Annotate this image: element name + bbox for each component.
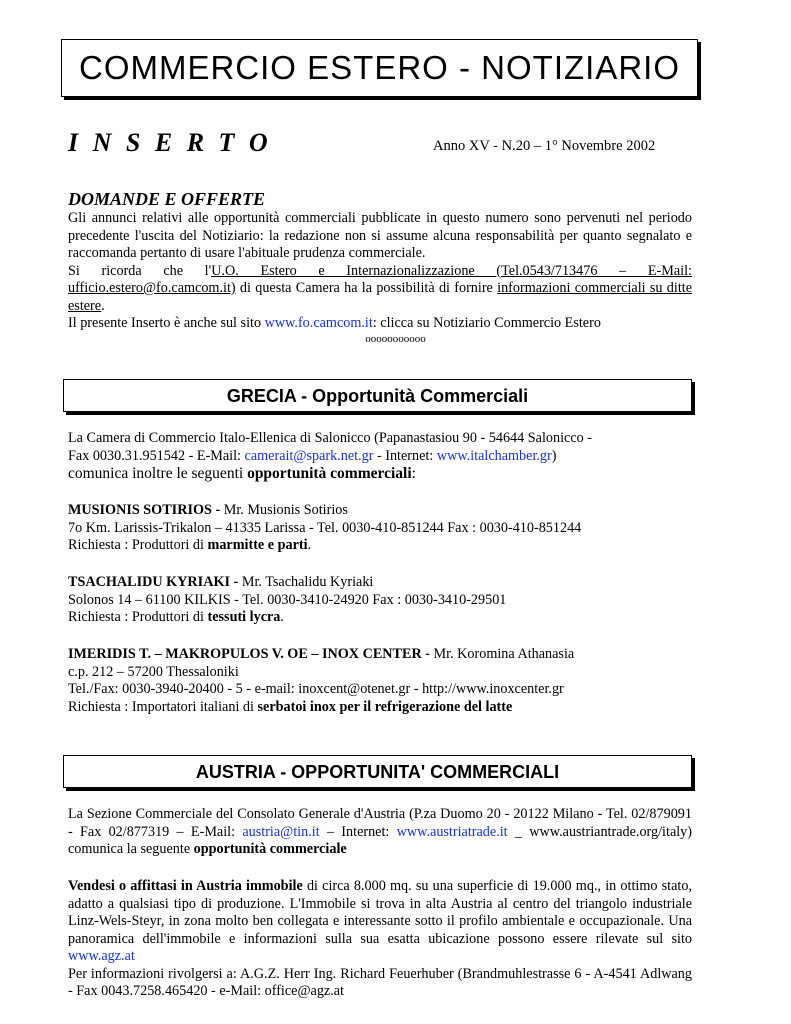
- intro-paragraph-3: Il presente Inserto è anche sul sito www.fo.camcom.it: clicca su Notiziario Commercio Estero: [68, 315, 601, 331]
- camerait-email-link[interactable]: camerait@spark.net.gr: [244, 447, 374, 464]
- grecia-entry-2: TSACHALIDU KYRIAKI - Mr. Tsachalidu Kyriaki Solonos 14 – 61100 KILKIS - Tel. 0030-3410-24920 Fax : 0030-3410-29501 Richiesta : Produttori di tessuti lycra.: [68, 574, 692, 627]
- grecia-entry-1: MUSIONIS SOTIRIOS - Mr. Musionis Sotirios 7o Km. Larissis-Trikalon – 41335 Larissa - Tel. 0030-410-851244 Fax : 0030-410-851244 Richiesta : Produttori di marmitte e parti.: [68, 502, 692, 555]
- company-name: TSACHALIDU KYRIAKI -: [68, 574, 239, 590]
- company-request: Richiesta : Produttori di tessuti lycra.: [68, 609, 284, 625]
- intro-paragraph-1: Gli annunci relativi alle opportunità commerciali pubblicate in questo numero sono pervenuti nel periodo precedente l'uscita del Notiziario: la redazione non si assume alcuna responsabilità per quanto segnalato e raccomanda pertanto di usare l'abituale prudenza commerciale.: [68, 210, 692, 261]
- austria-paragraph-1: La Sezione Commerciale del Consolato Generale d'Austria (P.za Duomo 20 - 20122 Milano - Tel. 02/879091 - Fax 02/877319 – E-Mail: austria@tin.it – Internet: www.austriatrade.it _ www.austriantrade.org/italy) comunica la seguente opportunità commerciale: [68, 806, 692, 857]
- austria-email-link[interactable]: austria@tin.it: [242, 823, 320, 840]
- company-address: c.p. 212 – 57200 Thessaloniki: [68, 663, 239, 680]
- company-contacts: Tel./Fax: 0030-3940-20400 - 5 - e-mail: inoxcent@otenet.gr - http://www.inoxcenter.gr: [68, 681, 564, 697]
- separator-circles: ooooooooooo: [365, 333, 426, 345]
- company-request: Richiesta : Produttori di marmitte e parti.: [68, 537, 312, 553]
- intro-paragraph-2: Si ricorda che l'U.O. Estero e Internazionalizzazione (Tel.0543/713476 – E-Mail: ufficio.estero@fo.camcom.it) di questa Camera ha la possibilità di fornire informazioni commerciali su ditte estere.: [68, 262, 692, 314]
- company-name: MUSIONIS SOTIRIOS -: [68, 502, 221, 518]
- austria-offer: [68, 878, 692, 1001]
- intro-text: [68, 210, 692, 333]
- company-address: 7o Km. Larissis-Trikalon – 41335 Larissa - Tel. 0030-410-851244 Fax : 0030-410-851244: [68, 519, 582, 536]
- grecia-intro-line-1: La Camera di Commercio Italo-Ellenica di Salonicco (Papanastasiou 90 - 54644 Salonicco -: [68, 430, 592, 446]
- issue-date: Anno XV - N.20 – 1° Novembre 2002: [433, 138, 656, 154]
- austria-text: [68, 806, 692, 859]
- austria-heading-box: [63, 755, 692, 788]
- agz-website-link[interactable]: www.agz.at: [68, 948, 135, 964]
- company-name: IMERIDIS T. – MAKROPULOS V. OE – INOX CENTER -: [68, 646, 430, 662]
- company-address: Solonos 14 – 61100 KILKIS - Tel. 0030-3410-24920 Fax : 0030-3410-29501: [68, 591, 507, 608]
- austriatrade-link[interactable]: www.austriatrade.it: [396, 823, 508, 840]
- camcom-website-link[interactable]: www.fo.camcom.it: [264, 315, 373, 331]
- austria-paragraph-2: Vendesi o affittasi in Austria immobile di circa 8.000 mq. su una superficie di 19.000 mq., in ottimo stato, adatto a qualsiasi tipo di produzione. L'Immobile si trova in alta Austria al centro del triangolo industriale Linz-Wels-Steyr, in zona molto ben collegata e interessante sotto il profilo ambientale e occupazionale. Una panoramica dell'immobile e informazioni sulla sua esatta ubicazione possono essere rilevate sul sito www.agz.at: [68, 878, 692, 964]
- inserto-label: I N S E R T O: [68, 128, 272, 157]
- grecia-intro-line-2: Fax 0030.31.951542 - E-Mail: camerait@spark.net.gr - Internet: www.italchamber.gr): [68, 447, 557, 464]
- informazioni-link[interactable]: informazioni commerciali su ditte estere: [68, 280, 692, 314]
- section-heading-domande: DOMANDE E OFFERTE: [68, 189, 266, 209]
- header-title-box: [61, 39, 698, 97]
- company-request: Richiesta : Importatori italiani di serbatoi inox per il refrigerazione del latte: [68, 698, 513, 715]
- grecia-intro-line-3: comunica inoltre le seguenti opportunità commerciali:: [68, 465, 416, 482]
- grecia-intro: [68, 430, 692, 483]
- page-title: COMMERCIO ESTERO - NOTIZIARIO: [78, 49, 680, 86]
- uo-estero-link[interactable]: U.O. Estero e Internazionalizzazione (Tel.0543/713476 – E-Mail: ufficio.estero@fo.camcom.it): [68, 262, 692, 296]
- austria-heading: AUSTRIA - OPPORTUNITA' COMMERCIALI: [195, 762, 560, 782]
- grecia-heading: GRECIA - Opportunità Commerciali: [226, 386, 529, 406]
- austria-paragraph-3: Per informazioni rivolgersi a: A.G.Z. Herr Ing. Richard Feuerhuber (Brandmuhlestrasse 6 - A-4541 Adlwang - Fax 0043.7258.465420 - e-Mail: office@agz.at: [68, 965, 692, 999]
- italchamber-link[interactable]: www.italchamber.gr: [436, 447, 552, 464]
- grecia-heading-box: [63, 379, 692, 412]
- grecia-entry-3: IMERIDIS T. – MAKROPULOS V. OE – INOX CENTER - Mr. Koromina Athanasia c.p. 212 – 57200 Thessaloniki Tel./Fax: 0030-3940-20400 - 5 - e-mail: inoxcent@otenet.gr - http://www.inoxcenter.gr Richiesta : Importatori italiani di serbatoi inox per il refrigerazione del latte: [68, 646, 692, 716]
